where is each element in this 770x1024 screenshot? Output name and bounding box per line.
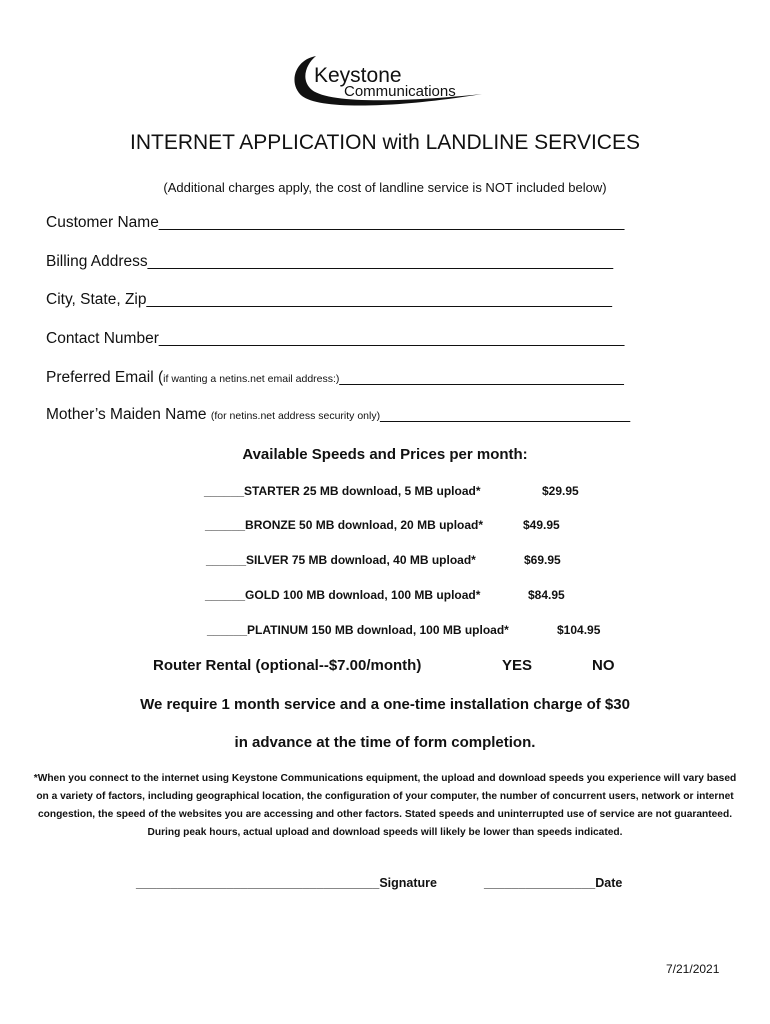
speed-blank: ______: [205, 588, 246, 602]
router-no-option[interactable]: NO: [592, 657, 615, 674]
speed-text: BRONZE 50 MB download, 20 MB upload*: [245, 518, 484, 532]
router-rental-label: Router Rental (optional--$7.00/month): [153, 657, 422, 674]
requirement-line-1: We require 1 month service and a one-time installation charge of $30: [140, 696, 630, 713]
keystone-logo: [286, 50, 486, 122]
speed-text: PLATINUM 150 MB download, 100 MB upload*: [247, 623, 509, 637]
speed-text: GOLD 100 MB download, 100 MB upload*: [245, 588, 481, 602]
field-label: Customer Name: [46, 214, 159, 231]
speed-price-bronze: $49.95: [523, 518, 560, 532]
date-blank: ________________: [484, 876, 596, 890]
field-label: Mother’s Maiden Name: [46, 406, 211, 423]
footer-date: 7/21/2021: [666, 962, 720, 976]
router-yes-option[interactable]: YES: [502, 657, 533, 674]
page-title: INTERNET APPLICATION with LANDLINE SERVICES: [130, 131, 640, 154]
speed-price-gold: $84.95: [528, 588, 565, 602]
speed-option-gold[interactable]: [205, 588, 480, 602]
logo-word-communications: Communications: [344, 83, 456, 100]
speed-blank: ______: [205, 518, 246, 532]
speed-option-silver[interactable]: [206, 553, 476, 567]
speed-option-starter[interactable]: [204, 484, 481, 498]
billing-address-field[interactable]: [46, 253, 613, 271]
speed-text: STARTER 25 MB download, 5 MB upload*: [244, 484, 481, 498]
field-label: Billing Address: [46, 253, 148, 270]
field-label: City, State, Zip: [46, 291, 147, 308]
speed-option-bronze[interactable]: [205, 518, 483, 532]
field-blank: _________________________________: [339, 369, 624, 386]
speed-option-platinum[interactable]: [207, 623, 509, 637]
requirement-line-2: in advance at the time of form completion.: [234, 734, 536, 751]
speed-price-silver: $69.95: [524, 553, 561, 567]
date-field[interactable]: [484, 876, 622, 890]
speed-text: SILVER 75 MB download, 40 MB upload*: [246, 553, 476, 567]
preferred-email-field[interactable]: [46, 369, 624, 387]
field-blank: _____________________________: [380, 406, 631, 423]
signature-label: Signature: [379, 876, 437, 890]
speed-disclaimer: *When you connect to the internet using Keystone Communications equipment, the upload and download speeds you experience will vary based on a variety of factors, including geographical location, the configuration of your computer, the number of concurrent users, network or internet congestion, the speed of the websites you are accessing and other factors. Stated speeds and uninterrupted use of service are not guaranteed. During peak hours, actual upload and download speeds will likely be lower than speeds indicated.: [33, 773, 737, 838]
city-state-zip-field[interactable]: [46, 291, 612, 309]
mothers-maiden-name-field[interactable]: [46, 406, 630, 424]
field-blank: ______________________________________________________: [158, 330, 625, 347]
signature-field[interactable]: [136, 876, 437, 890]
speed-blank: ______: [206, 553, 247, 567]
contact-number-field[interactable]: [46, 330, 624, 348]
field-blank: ______________________________________________________: [147, 253, 614, 270]
field-blank: ______________________________________________________: [146, 291, 612, 308]
field-note: if wanting a netins.net email address:): [163, 373, 340, 385]
customer-name-field[interactable]: [46, 214, 624, 232]
date-label: Date: [595, 876, 623, 890]
field-blank: ______________________________________________________: [158, 214, 625, 231]
field-label: Preferred Email (: [46, 369, 164, 386]
speed-blank: ______: [207, 623, 248, 637]
speed-blank: ______: [204, 484, 245, 498]
field-note: (for netins.net address security only): [210, 410, 381, 422]
speeds-heading: Available Speeds and Prices per month:: [242, 446, 528, 463]
signature-blank: ___________________________________: [136, 876, 380, 890]
speed-price-starter: $29.95: [542, 484, 579, 498]
field-label: Contact Number: [46, 330, 159, 347]
logo-word-keystone: Keystone: [314, 64, 402, 87]
speed-price-platinum: $104.95: [557, 623, 601, 637]
page-subtitle: (Additional charges apply, the cost of landline service is NOT included below): [163, 180, 607, 195]
